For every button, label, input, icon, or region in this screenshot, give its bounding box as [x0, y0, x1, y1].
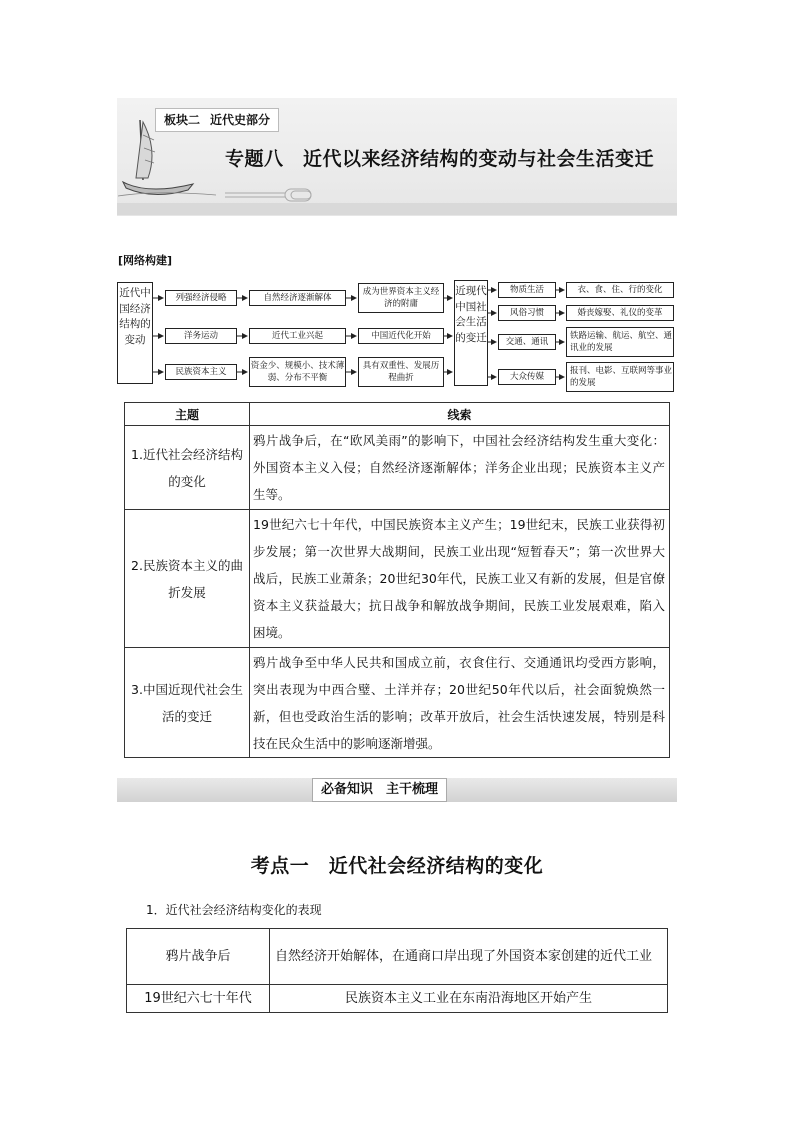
table-cell-description: 民族资本主义工业在东南沿海地区开始产生 — [270, 985, 668, 1013]
table-cell-period: 鸦片战争后 — [127, 929, 270, 985]
diagram-right-root: 近现代中国社会生活的变迁 — [454, 280, 488, 386]
diagram-node: 大众传媒 — [498, 369, 556, 385]
table-row — [125, 426, 670, 510]
table-cell-topic: 2.民族资本主义的曲折发展 — [125, 510, 250, 648]
diagram-node: 洋务运动 — [165, 328, 237, 344]
diagram-node: 婚丧嫁娶、礼仪的变革 — [566, 305, 674, 321]
diagram-node: 民族资本主义 — [165, 364, 237, 380]
table-cell-clue: 19世纪六七十年代，中国民族资本主义产生；19世纪末，民族工业获得初步发展；第一次世界大战期间，民族工业出现“短暂春天”；第一次世界大战后，民族工业萧条；20世纪30年代，民族工业又有新的发展，但是官僚资本主义获益最大；抗日战争和解放战争期间，民族工业发展艰难，陷入困境。 — [250, 510, 670, 648]
decorative-lines — [225, 185, 315, 205]
summary-table — [124, 402, 670, 758]
table-row — [127, 985, 668, 1013]
key-point-title: 考点一 近代社会经济结构的变化 — [250, 855, 544, 877]
topic-title: 专题八 近代以来经济结构的变动与社会生活变迁 — [225, 148, 655, 170]
table-row — [127, 929, 668, 985]
sub-title: 1．近代社会经济结构变化的表现 — [146, 903, 322, 917]
table-cell-clue: 鸦片战争至中华人民共和国成立前，衣食住行、交通通讯均受西方影响，突出表现为中西合璧、土洋并存；20世纪50年代以后，社会面貌焕然一新，但也受政治生活的影响；改革开放后，社会生活快速发展，特别是科技在民众生活中的影响逐渐增强。 — [250, 648, 670, 758]
table-cell-topic: 1.近代社会经济结构的变化 — [125, 426, 250, 510]
changes-table — [126, 928, 668, 1013]
diagram-node: 物质生活 — [498, 282, 556, 298]
part-label: 近代史部分 — [210, 113, 271, 127]
diagram-node: 列强经济侵略 — [165, 290, 237, 306]
section-label: 板块二 — [164, 113, 201, 127]
diagram-node: 成为世界资本主义经济的附庸 — [358, 283, 444, 313]
diagram-node: 报刊、电影、互联网等事业的发展 — [566, 362, 674, 392]
diagram-node: 铁路运输、航运、航空、通讯业的发展 — [566, 327, 674, 357]
diagram-node: 资金少、规模小、技术薄弱、分布不平衡 — [249, 357, 346, 387]
diagram-left-root: 近代中国经济结构的变动 — [117, 282, 153, 384]
diagram-node: 衣、食、住、行的变化 — [566, 282, 674, 298]
table-cell-topic: 3.中国近现代社会生活的变迁 — [125, 648, 250, 758]
table-cell-description: 自然经济开始解体，在通商口岸出现了外国资本家创建的近代工业 — [270, 929, 668, 985]
table-header: 线索 — [250, 403, 670, 426]
diagram-node: 具有双重性、发展历程曲折 — [358, 357, 444, 387]
diagram-node: 近代工业兴起 — [249, 328, 346, 344]
diagram-node: 自然经济逐渐解体 — [249, 290, 346, 306]
diagram-node: 交通、通讯 — [498, 334, 556, 350]
table-cell-clue: 鸦片战争后，在“欧风美雨”的影响下，中国社会经济结构发生重大变化：外国资本主义入侵；自然经济逐渐解体；洋务企业出现；民族资本主义产生等。 — [250, 426, 670, 510]
table-row — [125, 510, 670, 648]
table-cell-period: 19世纪六七十年代 — [127, 985, 270, 1013]
table-header: 主题 — [125, 403, 250, 426]
diagram-node: 风俗习惯 — [498, 305, 556, 321]
section-tab — [155, 108, 279, 132]
network-label: [网络构建] — [118, 254, 173, 267]
section-divider-label: 必备知识 主干梳理 — [312, 778, 447, 802]
diagram-node: 中国近代化开始 — [358, 328, 444, 344]
table-row — [125, 648, 670, 758]
